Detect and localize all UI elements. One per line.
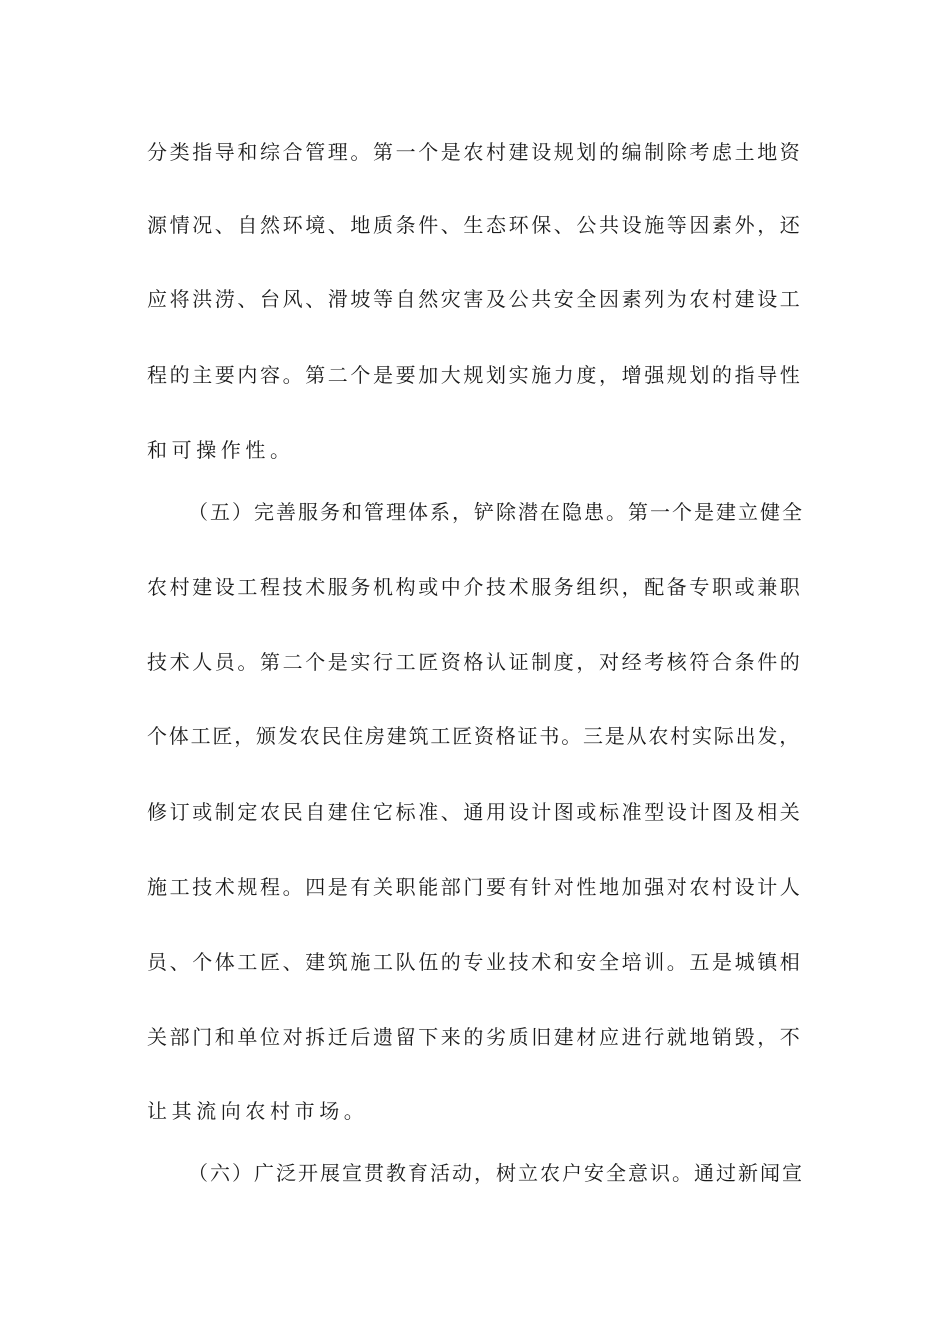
paragraph-line: 源情况、自然环境、地质条件、生态环保、公共设施等因素外，还	[147, 213, 803, 237]
paragraph-line: 和可操作性。	[147, 438, 295, 462]
paragraph-line: 施工技术规程。四是有关职能部门要有针对性地加强对农村设计人	[147, 875, 803, 899]
paragraph-line: 员、个体工匠、建筑施工队伍的专业技术和安全培训。五是城镇相	[147, 950, 803, 974]
paragraph-line: 程的主要内容。第二个是要加大规划实施力度，增强规划的指导性	[147, 363, 803, 387]
paragraph-line: 让其流向农村市场。	[147, 1099, 369, 1123]
paragraph-line: 技术人员。第二个是实行工匠资格认证制度，对经考核符合条件的	[147, 650, 803, 674]
section-heading-line: （六）广泛开展宣贯教育活动，树立农户安全意识。通过新闻宣	[188, 1161, 804, 1185]
paragraph-line: 分类指导和综合管理。第一个是农村建设规划的编制除考虑土地资	[147, 140, 803, 164]
paragraph-line: 应将洪涝、台风、滑坡等自然灾害及公共安全因素列为农村建设工	[147, 287, 803, 311]
section-heading-line: （五）完善服务和管理体系，铲除潜在隐患。第一个是建立健全	[188, 500, 804, 524]
paragraph-line: 关部门和单位对拆迁后遗留下来的劣质旧建材应进行就地销毁，不	[147, 1025, 803, 1049]
paragraph-line: 修订或制定农民自建住它标准、通用设计图或标准型设计图及相关	[147, 800, 803, 824]
paragraph-line: 农村建设工程技术服务机构或中介技术服务组织，配备专职或兼职	[147, 575, 803, 599]
paragraph-line: 个体工匠，颁发农民住房建筑工匠资格证书。三是从农村实际出发，	[147, 724, 801, 748]
